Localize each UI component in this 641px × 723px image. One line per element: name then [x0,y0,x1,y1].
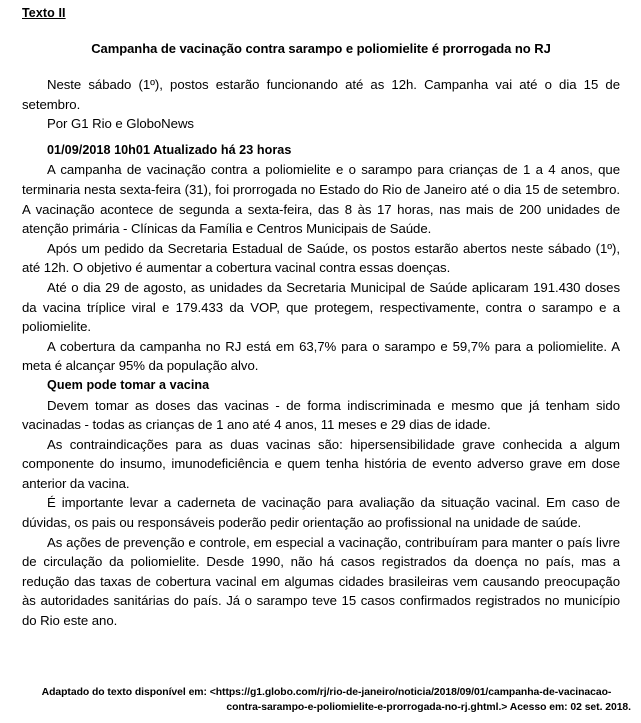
body-paragraph-3: Até o dia 29 de agosto, as unidades da Secretaria Municipal de Saúde aplicaram 191.430 doses da vacina tríplice viral e 179.433 da VOP, que protegem, respectivamente, contra o sarampo e a poliomielite. [22,279,620,335]
body-paragraph-2: Após um pedido da Secretaria Estadual de Saúde, os postos estarão abertos neste sábado (1º), até 12h. O objetivo é aumentar a cobertura vacinal contra essas doenças. [22,240,620,276]
lead-paragraph: Neste sábado (1º), postos estarão funcionando até as 12h. Campanha vai até o dia 15 de setembro. [22,77,620,112]
page-title: Campanha de vacinação contra sarampo e poliomielite é prorrogada no RJ [91,41,551,56]
body-paragraph-8: As ações de prevenção e controle, em especial a vacinação, contribuíram para manter o país livre de circulação da poliomielite. Desde 1990, não há casos registrados da doença no país, mas a redução das taxas de cobertura vacinal em algumas cidades brasileiras vem causando preocupação às autoridades sanitárias do país. Já o sarampo teve 15 casos confirmados registrados no município do Rio este ano. [22,534,620,629]
texto-label: Texto II [22,6,66,20]
source-line-1: Adaptado do texto disponível em: <https://g1.globo.com/rj/rio-de-janeiro/noticia/2018/09/01/campanha-de-vacinacao- [41,687,612,698]
section-subheading: Quem pode tomar a vacina [47,377,210,392]
body-paragraph-7: É importante levar a caderneta de vacinação para avaliação da situação vacinal. Em caso de dúvidas, os pais ou responsáveis poderão pedir orientação ao profissional na unidade de saúde. [22,495,620,531]
body-paragraph-4: A cobertura da campanha no RJ está em 63,7% para o sarampo e 59,7% para a poliomielite. A meta é alcançar 95% da população alvo. [22,338,620,374]
body-paragraph-5: Devem tomar as doses das vacinas - de forma indiscriminada e mesmo que já tenham sido vacinadas - todas as crianças de 1 ano até 4 anos, 11 meses e 29 dias de idade. [22,397,620,433]
document-content [22,0,620,631]
body-paragraph-1: A campanha de vacinação contra a poliomielite e o sarampo para crianças de 1 a 4 anos, que terminaria nesta sexta-feira (31), foi prorrogada no Estado do Rio de Janeiro até o dia 15 de setembro. A vacinação acontece de segunda a sexta-feira, das 8 às 17 horas, nas mais de 200 unidades de atenção primária - Clínicas da Família e Centros Municipais de Saúde. [22,162,620,237]
source-line-2: contra-sarampo-e-poliomielite-e-prorrogada-no-rj.ghtml.> Acesso em: 02 set. 2018. [226,701,631,713]
byline: Por G1 Rio e GloboNews [47,116,194,132]
body-paragraph-6: As contraindicações para as duas vacinas são: hipersensibilidade grave conhecida a algum componente do insumo, imunodeficiência e quem tenha história de evento adverso grave em dose anterior da vacina. [22,436,620,491]
timestamp-line: 01/09/2018 10h01 Atualizado há 23 horas [47,142,292,157]
source-citation [22,686,631,715]
spacer [22,134,620,141]
